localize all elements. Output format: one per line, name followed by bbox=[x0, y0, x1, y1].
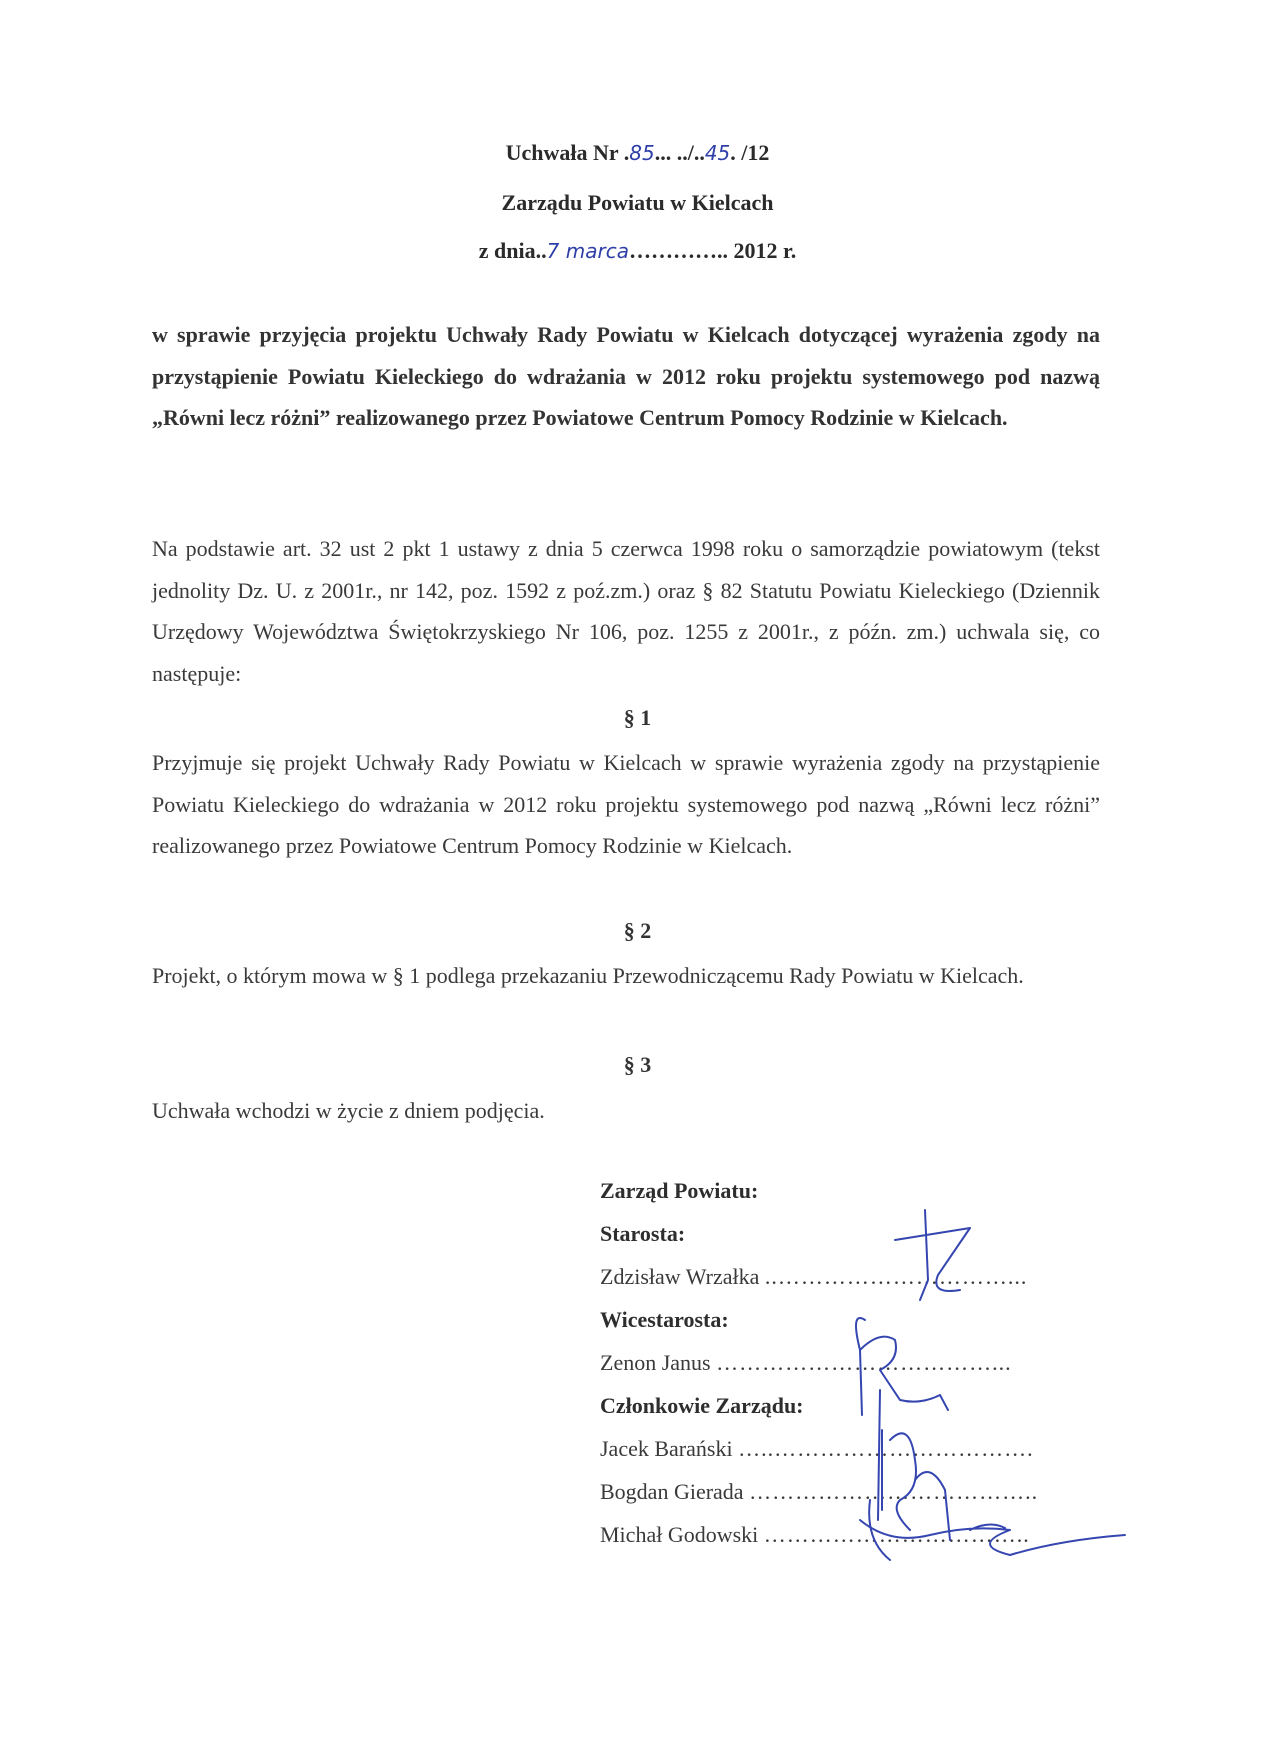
vice-dots: ………………………………... bbox=[716, 1350, 1012, 1375]
member-2-dots: ……………………………….. bbox=[749, 1479, 1039, 1504]
board-heading: Zarząd Powiatu: bbox=[600, 1178, 759, 1203]
title-prefix: Uchwała Nr . bbox=[505, 140, 630, 165]
handwritten-number-2: 45 bbox=[704, 141, 731, 165]
title-suffix: . /12 bbox=[730, 140, 770, 165]
member-2-name: Bogdan Gierada bbox=[600, 1479, 744, 1504]
starosta-dots: ..…………………………... bbox=[764, 1264, 1028, 1289]
starosta-heading: Starosta: bbox=[600, 1221, 686, 1246]
handwritten-number: 85 bbox=[629, 141, 655, 165]
member-3-name: Michał Godowski bbox=[600, 1522, 759, 1547]
resolution-date bbox=[0, 238, 1275, 264]
date-prefix: z dnia.. bbox=[478, 238, 547, 263]
starosta-name: Zdzisław Wrzałka bbox=[600, 1264, 760, 1289]
title-mid: ... ../.. bbox=[654, 140, 705, 165]
legal-basis-paragraph: Na podstawie art. 32 ust 2 pkt 1 ustawy z dnia 5 czerwca 1998 roku o samorządzie powiatowym (tekst jednolity Dz. U. z 2001r., nr 142, poz. 1592 z poź.zm.) oraz § 82 Statutu Powiatu Kieleckiego (Dziennik Urzędowy Województwa Świętokrzyskiego Nr 106, poz. 1255 z 2001r., z późn. zm.) uchwala się, co następuje: bbox=[152, 536, 1100, 686]
handwritten-signatures bbox=[820, 1200, 1140, 1570]
member-3-dots: …………………………….. bbox=[763, 1522, 1030, 1547]
resolution-issuer: Zarządu Powiatu w Kielcach bbox=[501, 190, 774, 215]
resolution-title bbox=[0, 140, 1275, 166]
handwritten-date: 7 marca bbox=[546, 239, 629, 263]
section-2-mark: § 2 bbox=[623, 918, 652, 943]
vice-heading: Wicestarosta: bbox=[600, 1307, 729, 1332]
date-suffix: ………….. 2012 r. bbox=[628, 238, 797, 263]
members-heading: Członkowie Zarządu: bbox=[600, 1393, 804, 1418]
resolution-subject: w sprawie przyjęcia projektu Uchwały Rady Powiatu w Kielcach dotyczącej wyrażenia zgody na przystąpienie Powiatu Kieleckiego do wdrażania w 2012 roku projektu systemowego pod nazwą „Równi lecz różni” realizowanego przez Powiatowe Centrum Pomocy Rodzinie w Kielcach. bbox=[152, 322, 1100, 430]
section-3-mark: § 3 bbox=[623, 1052, 652, 1077]
section-1-mark: § 1 bbox=[623, 705, 652, 730]
section-1-text: Przyjmuje się projekt Uchwały Rady Powiatu w Kielcach w sprawie wyrażenia zgody na przystąpienie Powiatu Kieleckiego do wdrażania w 2012 roku projektu systemowego pod nazwą „Równi lecz różni” realizowanego przez Powiatowe Centrum Pomocy Rodzinie w Kielcach. bbox=[152, 750, 1100, 858]
section-3-text: Uchwała wchodzi w życie z dniem podjęcia. bbox=[152, 1098, 545, 1123]
member-1-dots: …..……………………………. bbox=[738, 1436, 1034, 1461]
section-2-text: Projekt, o którym mowa w § 1 podlega przekazaniu Przewodniczącemu Rady Powiatu w Kielcach. bbox=[152, 963, 1024, 988]
member-1-name: Jacek Barański bbox=[600, 1436, 733, 1461]
vice-name: Zenon Janus bbox=[600, 1350, 711, 1375]
